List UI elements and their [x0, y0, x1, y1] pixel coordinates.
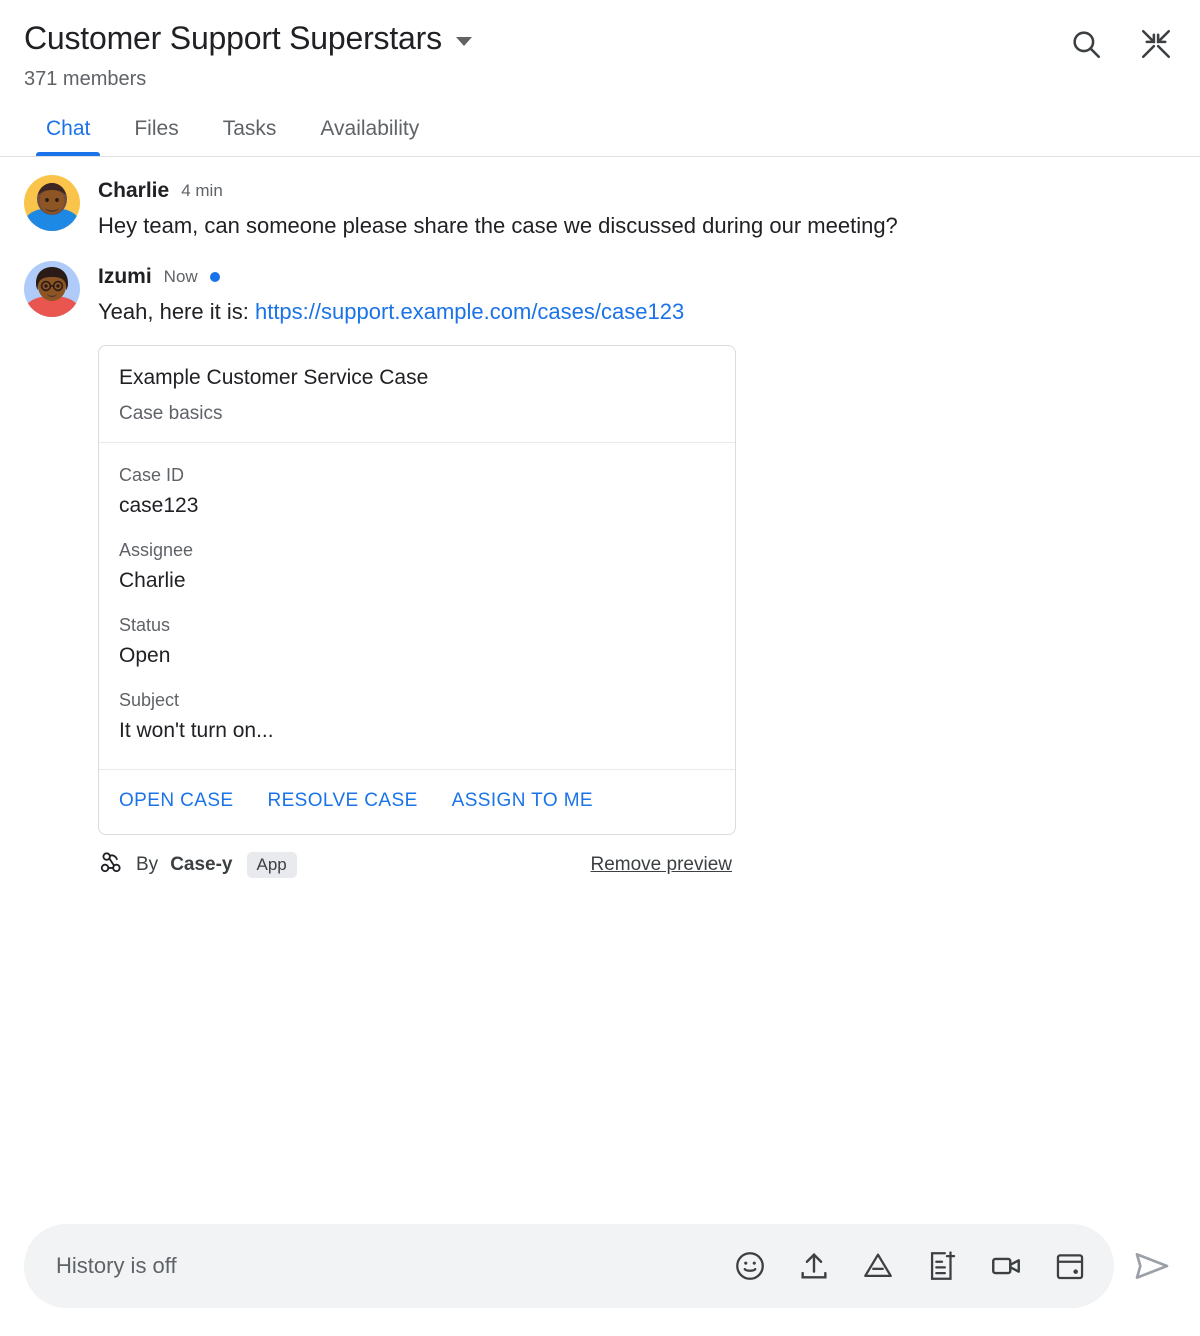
- resolve-case-button[interactable]: RESOLVE CASE: [267, 790, 418, 811]
- field-value: It won't turn on...: [119, 719, 274, 742]
- remove-preview-button[interactable]: Remove preview: [590, 854, 732, 875]
- message-sender: Izumi: [98, 265, 152, 288]
- case-preview-card: [98, 345, 736, 835]
- unread-dot-icon: [210, 272, 220, 282]
- message-item: [24, 261, 1176, 881]
- field-label: Case ID: [119, 465, 185, 485]
- drive-icon[interactable]: [860, 1248, 896, 1284]
- field-case-id: [119, 463, 715, 520]
- field-assignee: [119, 538, 715, 595]
- field-label: Status: [119, 615, 171, 635]
- room-title-block: [24, 18, 1066, 92]
- message-list: [0, 157, 1200, 1204]
- send-icon[interactable]: [1128, 1242, 1176, 1290]
- card-subtitle: Case basics: [119, 403, 223, 424]
- message-input[interactable]: [54, 1252, 732, 1280]
- open-case-button[interactable]: OPEN CASE: [119, 790, 234, 811]
- card-fields: [99, 443, 735, 770]
- field-value: case123: [119, 494, 199, 517]
- tab-files[interactable]: Files: [134, 117, 179, 140]
- chevron-down-icon[interactable]: [456, 37, 472, 46]
- case-link[interactable]: https://support.example.com/cases/case123: [254, 299, 685, 324]
- webhook-icon: [98, 849, 124, 881]
- card-actions: [99, 770, 735, 834]
- composer[interactable]: [24, 1224, 1114, 1308]
- docs-add-icon[interactable]: [924, 1248, 960, 1284]
- avatar[interactable]: [24, 261, 80, 317]
- attribution-by-label: By: [136, 854, 159, 875]
- field-subject: [119, 688, 715, 745]
- card-title: Example Customer Service Case: [119, 366, 429, 389]
- avatar[interactable]: [24, 175, 80, 231]
- attribution-app-name: Case-y: [170, 854, 233, 875]
- field-status: [119, 613, 715, 670]
- message-sender: Charlie: [98, 179, 170, 202]
- composer-bar: [0, 1204, 1200, 1336]
- header-actions: [1066, 18, 1176, 64]
- message-text-prefix: Yeah, here it is:: [98, 299, 255, 324]
- message-timestamp: Now: [163, 267, 198, 286]
- tab-tasks[interactable]: Tasks: [222, 117, 277, 140]
- upload-icon[interactable]: [796, 1248, 832, 1284]
- emoji-icon[interactable]: [732, 1248, 768, 1284]
- tab-availability[interactable]: Availability: [320, 117, 420, 140]
- video-camera-icon[interactable]: [988, 1248, 1024, 1284]
- room-title-row[interactable]: [24, 18, 1066, 58]
- message-timestamp: 4 min: [181, 181, 223, 200]
- member-count: 371 members: [24, 68, 147, 90]
- search-icon[interactable]: [1066, 24, 1106, 64]
- status-badge: App: [247, 852, 297, 878]
- message-text: [98, 295, 1176, 329]
- collapse-icon[interactable]: [1136, 24, 1176, 64]
- tab-chat[interactable]: Chat: [24, 106, 112, 156]
- field-value: Open: [119, 644, 171, 667]
- tab-bar: [0, 92, 1200, 157]
- header: [0, 0, 1200, 92]
- message-text: Hey team, can someone please share the case we discussed during our meeting?: [98, 213, 898, 238]
- calendar-icon[interactable]: [1052, 1248, 1088, 1284]
- message-item: [24, 175, 1176, 243]
- card-attribution: [98, 849, 736, 881]
- assign-to-me-button[interactable]: ASSIGN TO ME: [451, 790, 593, 811]
- page-title: Customer Support Superstars: [24, 20, 442, 56]
- field-value: Charlie: [119, 569, 186, 592]
- composer-icons: [732, 1248, 1088, 1284]
- field-label: Subject: [119, 690, 180, 710]
- card-header: [99, 346, 735, 443]
- field-label: Assignee: [119, 540, 194, 560]
